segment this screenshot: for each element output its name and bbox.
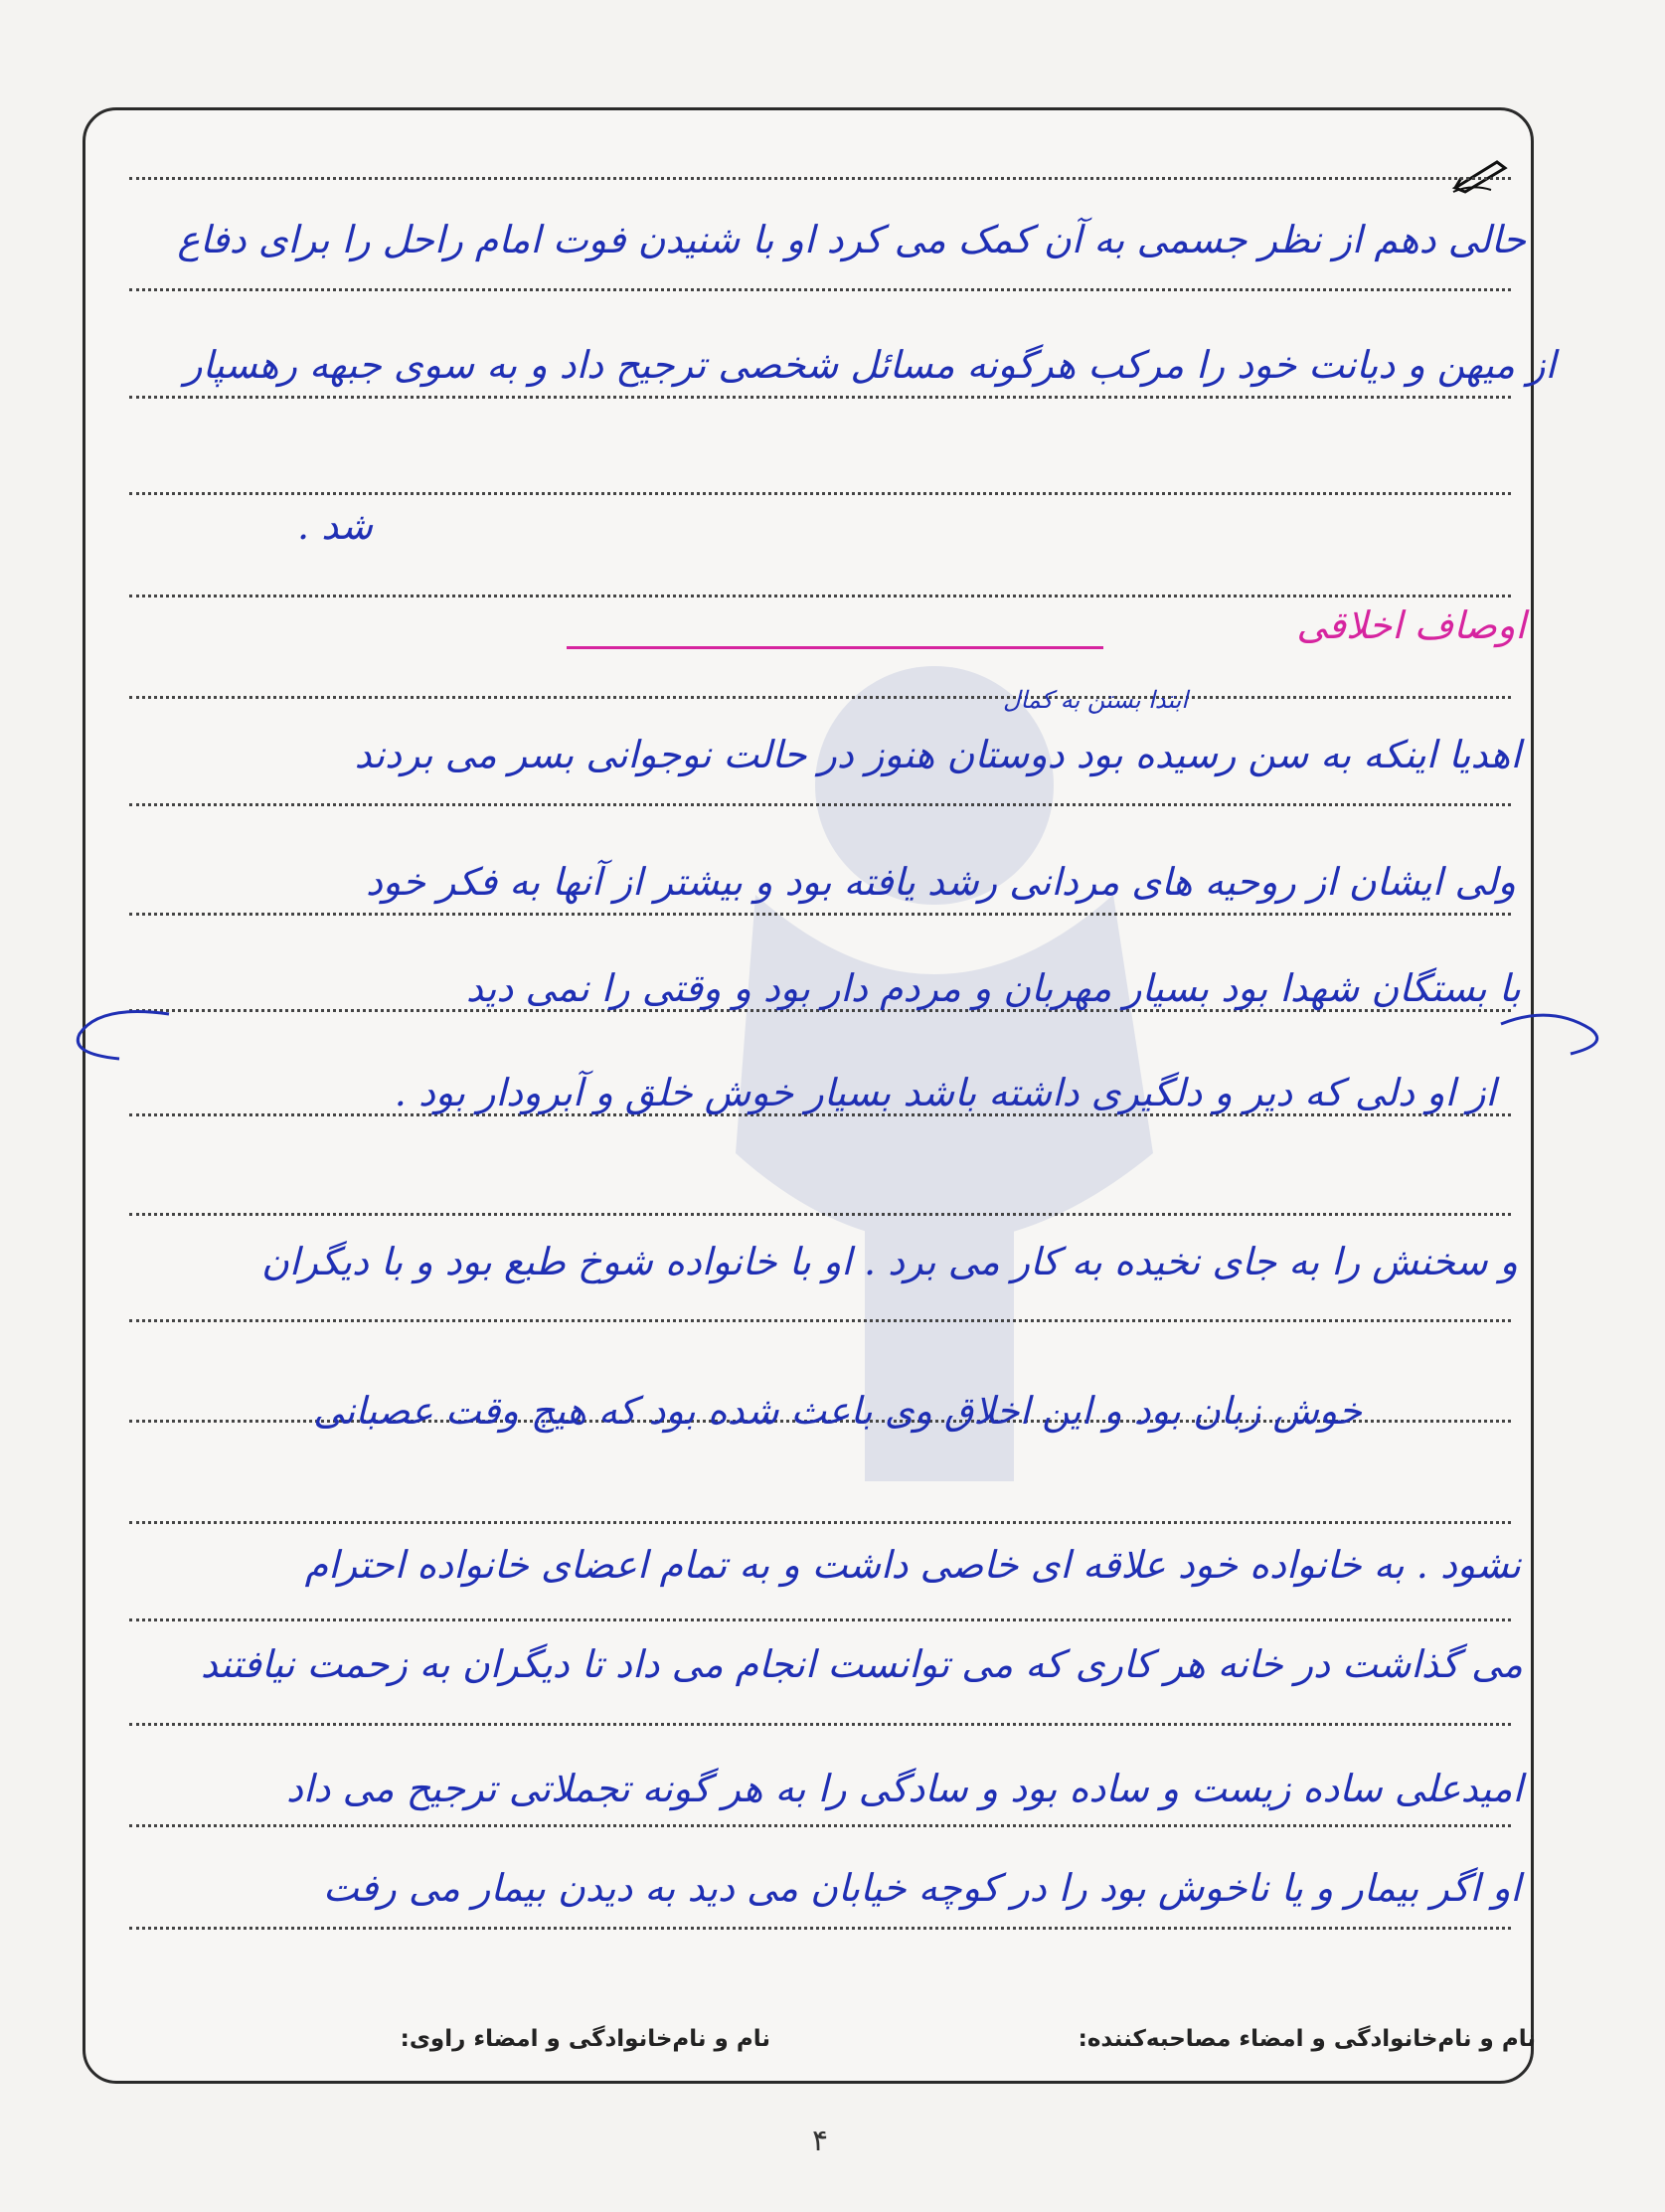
ruled-line xyxy=(129,1213,1511,1216)
handwritten-line: از میهن و دیانت خود را مرکب هرگونه مسائل شخصی ترجیح داد و به سوی جبهه رهسپار xyxy=(184,343,1556,387)
margin-pen-stroke xyxy=(60,1004,179,1064)
handwritten-line: از او دلی که دیر و دلگیری داشته باشد بسیار خوش خلق و آبرودار بود . xyxy=(394,1071,1496,1114)
ruled-line xyxy=(129,1927,1511,1930)
ruled-line xyxy=(129,1521,1511,1524)
section-heading: اوصاف اخلاقی xyxy=(1296,603,1526,647)
ruled-line xyxy=(129,1618,1511,1621)
handwritten-line: اهدیا اینکه به سن رسیده بود دوستان هنوز در حالت نوجوانی بسر می بردند xyxy=(354,733,1521,776)
ruled-line xyxy=(129,696,1511,699)
handwritten-line: امیدعلی ساده زیست و ساده بود و سادگی را به هر گونه تجملاتی ترجیح می داد xyxy=(286,1767,1523,1810)
ruled-line xyxy=(129,803,1511,806)
ruled-line xyxy=(129,288,1511,291)
handwritten-line: و سخنش را به جای نخیده به کار می برد . او با خانواده شوخ طبع بود و با دیگران xyxy=(261,1240,1518,1283)
handwritten-line: خوش زبان بود و این اخلاق وی باعث شده بود که هیچ وقت عصبانی xyxy=(312,1389,1362,1433)
ruled-line xyxy=(129,1319,1511,1322)
page-number: ۴ xyxy=(811,2124,829,2158)
interlinear-note: ابتدا بستن به کمال xyxy=(1003,686,1188,714)
ruled-line xyxy=(129,492,1511,495)
handwritten-line: با بستگان شهدا بود بسیار مهربان و مردم دار بود و وقتی را نمی دید xyxy=(465,966,1521,1010)
pen-writing-icon xyxy=(1451,154,1511,194)
ruled-line xyxy=(129,1723,1511,1726)
handwritten-line: می گذاشت در خانه هر کاری که می توانست انجام می داد تا دیگران به زحمت نیافتند xyxy=(200,1642,1523,1686)
ruled-line xyxy=(129,1824,1511,1827)
ruled-line xyxy=(129,595,1511,597)
ruled-line xyxy=(129,177,1511,180)
margin-pen-stroke xyxy=(1491,1004,1620,1064)
interviewer-signature-label: نام و نام‌خانوادگی و امضاء مصاحبه‌کننده: xyxy=(1078,2026,1536,2052)
ruled-line xyxy=(129,913,1511,916)
handwritten-line: او اگر بیمار و یا ناخوش بود را در کوچه خیابان می دید به دیدن بیمار می رفت xyxy=(322,1866,1521,1910)
ruled-line xyxy=(129,396,1511,399)
heading-underline xyxy=(567,646,1103,649)
narrator-signature-label: نام و نام‌خانوادگی و امضاء راوی: xyxy=(400,2026,770,2052)
handwritten-line: نشود . به خانواده خود علاقه ای خاصی داشت و به تمام اعضای خانواده احترام xyxy=(304,1543,1521,1587)
handwritten-line: ولی ایشان از روحیه های مردانی رشد یافته بود و بیشتر از آنها به فکر خود xyxy=(365,860,1516,904)
handwritten-line: حالی دهم از نظر جسمی به آن کمک می کرد او با شنیدن فوت امام راحل را برای دفاع xyxy=(177,218,1526,261)
handwritten-line: شد . xyxy=(297,504,373,548)
